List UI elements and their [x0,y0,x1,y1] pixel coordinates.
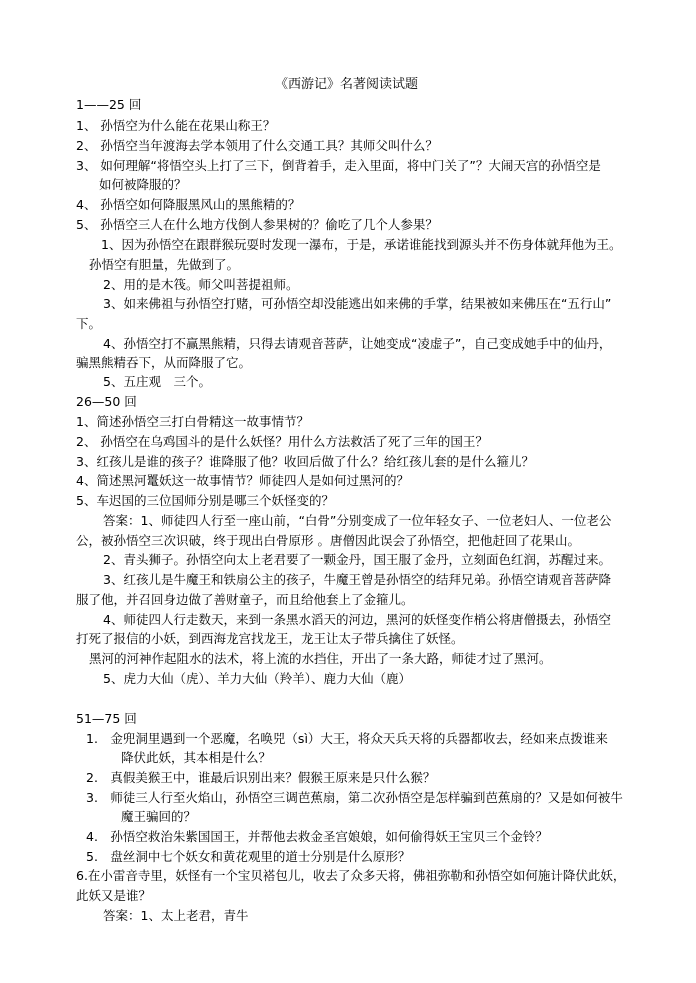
answer-text: 答案：1、师徒四人行至一座山前，“白骨”分别变成了一位年轻女子、一位老妇人、一位老公 [103,513,612,528]
answer-text: 5、五庄观 三个。 [103,374,211,389]
answer-text: 4、孙悟空打不赢黑熊精，只得去请观音菩萨，让她变成“凌虚子”，自己变成她手中的仙丹， [103,336,612,351]
question-text: 5、车迟国的三位国师分别是哪三个妖怪变的？ [76,493,334,508]
answer-text: 3、如来佛祖与孙悟空打赌，可孙悟空却没能逃出如来佛的手掌，结果被如来佛压在“五行山” [103,296,612,311]
question-text: 2、 孙悟空当年渡海去学本领用了什么交通工具？其师父叫什么？ [76,138,438,153]
answer-text: 公，被孙悟空三次识破，终于现出白骨原形 。唐僧因此误会了孙悟空，把他赶回了花果山。 [76,533,580,548]
question-text: 5、 孙悟空三人在什么地方伐倒人参果树的？偷吃了几个人参果？ [76,217,438,232]
section-heading-26-50: 26—50 回 [76,394,137,409]
question-text: 2. 真假美猴王中，谁最后识别出来？假猴王原来是只什么猴？ [86,770,436,785]
question-text: 6.在小雷音寺里，妖怪有一个宝贝褡包儿，收去了众多天将，佛祖弥勒和孙悟空如何施计降伏此妖， [76,868,626,883]
question-text: 此妖又是谁？ [76,888,152,903]
question-text: 2、 孙悟空在乌鸡国斗的是什么妖怪？用什么方法救活了死了三年的国王？ [76,434,488,449]
answer-text: 服了他，并召回身边做了善财童子，而且给他套上了金箍儿。 [76,592,414,607]
section-heading-51-75: 51—75 回 [76,711,137,726]
question-text: 如何被降服的？ [99,177,187,192]
answer-text: 2、青头狮子。孙悟空向太上老君要了一颗金丹，国王服了金丹，立刻面色红润，苏醒过来。 [103,552,611,567]
question-text: 3、 如何理解“将悟空头上打了三下，倒背着手，走入里面，将中门关了”？大闹天宫的孙悟空是 [76,158,601,173]
question-text: 魔王骗回的？ [121,809,197,824]
answer-text: 黑河的河神作起阻水的法术，将上流的水挡住，开出了一条大路，师徒才过了黑河。 [89,651,552,666]
question-text: 3、红孩儿是谁的孩子？谁降服了他？收回后做了什么？给红孩儿套的是什么箍儿？ [76,454,534,469]
answer-text: 答案：1、太上老君，青牛 [103,908,249,923]
answer-text: 3、红孩儿是牛魔王和铁扇公主的孩子，牛魔王曾是孙悟空的结拜兄弟。孙悟空请观音菩萨降 [103,572,611,587]
answer-text: 4、师徒四人行走数天，来到一条黑水滔天的河边，黑河的妖怪变作梢公将唐僧摄去，孙悟空 [103,612,611,627]
question-text: 3. 师徒三人行至火焰山，孙悟空三调芭蕉扇，第二次孙悟空是怎样骗到芭蕉扇的？又是如何被牛 [86,790,623,805]
answer-text: 2、用的是木筏。师父叫菩提祖师。 [103,277,299,292]
document-title: 《西游记》名著阅读试题 [275,77,419,92]
question-text: 降伏此妖，其本相是什么？ [121,750,272,765]
answer-text: 孙悟空有胆量，先做到了。 [89,257,240,272]
answer-text: 5、虎力大仙（虎）、羊力大仙（羚羊）、鹿力大仙（鹿） [103,671,411,686]
question-text: 4、简述黑河鼍妖这一故事情节？师徒四人是如何过黑河的？ [76,473,409,488]
question-text: 4. 孙悟空救治朱紫国国王，并帮他去救金圣宫娘娘，如何偷得妖王宝贝三个金铃？ [86,829,548,844]
question-text: 5. 盘丝洞中七个妖女和黄花观里的道士分别是什么原形？ [86,849,411,864]
section-heading-1-25: 1——25 回 [76,97,142,112]
question-text: 1、简述孙悟空三打白骨精这一故事情节？ [76,414,309,429]
question-text: 1. 金兜洞里遇到一个恶魔，名唤兕（sì）大王，将众天兵天将的兵器都收去，经如来点拨谁来 [86,731,608,746]
answer-text: 1、因为孙悟空在跟群猴玩耍时发现一瀑布，于是，承诺谁能找到源头并不伤身体就拜他为王。 [101,237,622,252]
question-text: 1、 孙悟空为什么能在花果山称王？ [76,118,276,133]
answer-text: 打死了报信的小妖，到西海龙宫找龙王，龙王让太子带兵擒住了妖怪。 [76,631,464,646]
answer-text: 骗黑熊精吞下，从而降服了它。 [76,355,252,370]
answer-text: 下。 [76,316,102,331]
question-text: 4、 孙悟空如何降服黑风山的黑熊精的？ [76,197,301,212]
